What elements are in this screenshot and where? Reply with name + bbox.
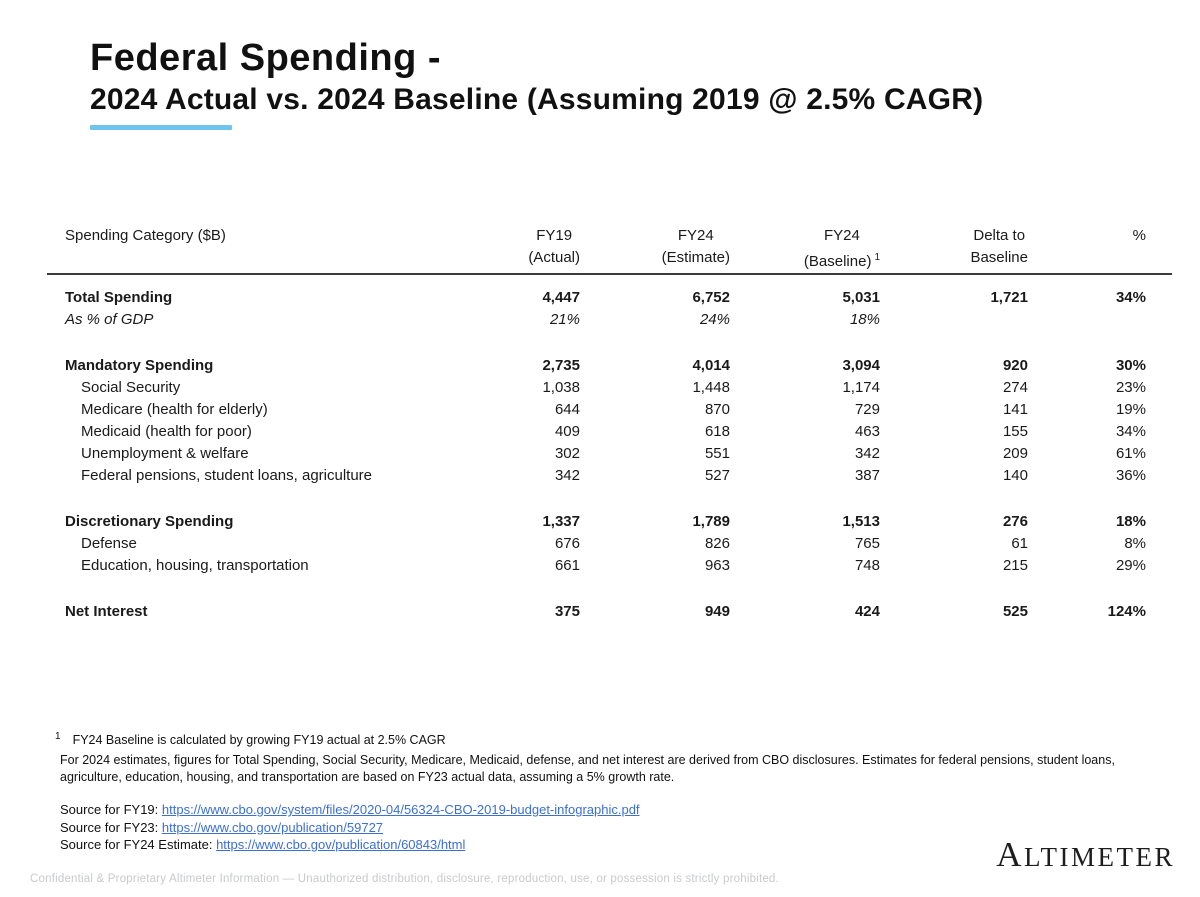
row-label: Unemployment & welfare: [81, 445, 249, 462]
table-row-mandatory-spending: Mandatory Spending 2,735 4,014 3,094 920 30%: [47, 355, 1172, 377]
footnote-line: [55, 728, 1140, 749]
col-header-delta: Delta to Baseline: [888, 225, 1040, 274]
row-label: Social Security: [81, 379, 181, 396]
sources-block: [60, 801, 1140, 854]
table-row-medicare: Medicare (health for elderly) 644 870 729 141 19%: [47, 399, 1172, 421]
table-header-row: [47, 225, 1172, 274]
col-header-percent: %: [1040, 225, 1172, 274]
table-row-pct-of-gdp: As % of GDP 21% 24% 18%: [47, 309, 1172, 331]
methodology-paragraph: For 2024 estimates, figures for Total Spending, Social Security, Medicare, Medicaid, defense, and net interest are derived from CBO disclosures. Estimates for federal pensions, student loans, agriculture, education, housing, and transportation are based on FY23 actual data, assuming a 5% growth rate.: [60, 753, 1115, 784]
spending-table: [47, 225, 1172, 623]
col-header-fy24-estimate: FY24 (Estimate): [585, 225, 735, 274]
footnote-text: FY24 Baseline is calculated by growing FY19 actual at 2.5% CAGR: [72, 733, 446, 747]
source-link-fy24-estimate[interactable]: https://www.cbo.gov/publication/60843/html: [216, 837, 466, 852]
page-subtitle: 2024 Actual vs. 2024 Baseline (Assuming 2019 @ 2.5% CAGR): [90, 83, 984, 116]
row-label: Total Spending: [65, 289, 173, 306]
source-link-fy19[interactable]: https://www.cbo.gov/system/files/2020-04/56324-CBO-2019-budget-infographic.pdf: [161, 802, 640, 817]
source-line-fy19: [60, 801, 1140, 819]
footnote-superscript: 1: [55, 731, 61, 742]
col-header-category: Spending Category ($B): [47, 225, 460, 274]
row-label: Discretionary Spending: [65, 513, 234, 530]
source-line-fy24-estimate: [60, 836, 1140, 854]
row-label: Medicare (health for elderly): [81, 401, 268, 418]
row-label: Defense: [81, 535, 137, 552]
row-label: Medicaid (health for poor): [81, 423, 252, 440]
table-row-federal-pensions: Federal pensions, student loans, agriculture 342 527 387 140 36%: [47, 465, 1172, 487]
row-label: As % of GDP: [65, 311, 154, 328]
altimeter-logo: ALTIMETER: [996, 835, 1175, 874]
footnote-marker-ref: 1: [874, 252, 880, 263]
footnotes-block: [55, 728, 1140, 854]
spacer-row: [47, 577, 1172, 601]
spacer-row: [47, 274, 1172, 287]
table-row-defense: Defense 676 826 765 61 8%: [47, 533, 1172, 555]
table-row-unemployment-welfare: Unemployment & welfare 302 551 342 209 61%: [47, 443, 1172, 465]
source-link-fy23[interactable]: https://www.cbo.gov/publication/59727: [161, 819, 384, 835]
table-row-medicaid: Medicaid (health for poor) 409 618 463 155 34%: [47, 421, 1172, 443]
row-label: Mandatory Spending: [65, 357, 214, 374]
page-title: Federal Spending -: [90, 37, 442, 79]
table-row-net-interest: Net Interest 375 949 424 525 124%: [47, 601, 1172, 623]
confidential-footer: Confidential & Proprietary Altimeter Information — Unauthorized distribution, disclosure, reproduction, use, or possession is strictly prohibited.: [30, 873, 779, 885]
accent-underline: [90, 125, 232, 130]
source-label: Source for FY23:: [60, 819, 162, 835]
source-label: Source for FY19:: [60, 802, 162, 817]
table-row-total-spending: Total Spending 4,447 6,752 5,031 1,721 34%: [47, 287, 1172, 309]
table-row-discretionary-spending: Discretionary Spending 1,337 1,789 1,513 276 18%: [47, 511, 1172, 533]
title-block: [90, 36, 983, 130]
table-row-social-security: Social Security 1,038 1,448 1,174 274 23%: [47, 377, 1172, 399]
col-header-fy19: FY19 (Actual): [460, 225, 585, 274]
spacer-row: [47, 487, 1172, 511]
row-label: Net Interest: [65, 603, 148, 620]
table-row-education-housing-transportation: Education, housing, transportation 661 963 748 215 29%: [47, 555, 1172, 577]
row-label: Education, housing, transportation: [81, 557, 309, 574]
row-label: Federal pensions, student loans, agriculture: [81, 467, 373, 484]
col-header-fy24-baseline: FY24 (Baseline) $^1$: [735, 225, 888, 274]
source-line-fy23: [60, 819, 1140, 837]
source-label: Source for FY24 Estimate:: [60, 837, 217, 852]
spacer-row: [47, 331, 1172, 355]
